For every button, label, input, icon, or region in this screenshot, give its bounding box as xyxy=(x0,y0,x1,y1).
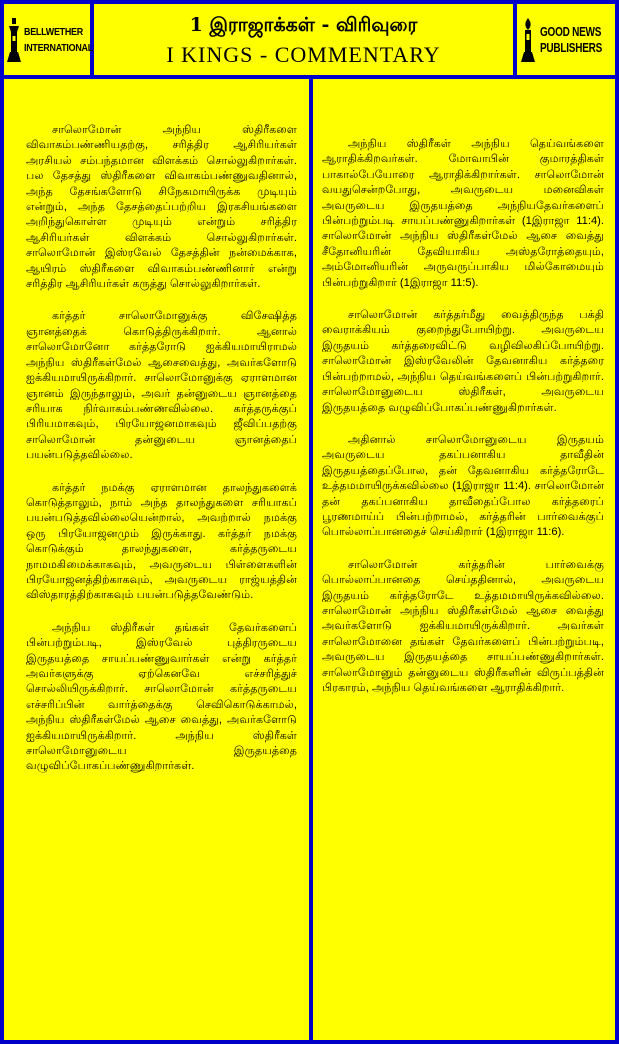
commentary-paragraph xyxy=(322,308,604,416)
commentary-paragraph xyxy=(26,621,297,775)
bellwether-tower-icon xyxy=(7,18,21,62)
logo-right-line1: GOOD NEWS xyxy=(540,24,602,39)
paragraph-text: சாலொமோன் கர்த்தரின் பார்வைக்கு பொல்லாப்பானதை செய்ததினால், அவருடைய இருதயம் கர்த்தரோடே உத்தமமாயிருக்கவில்லை. சாலொமோன் அந்நிய ஸ்திரீகள்மேல் ஆசை வைத்து அவர்களோடு ஐக்கியமாயிருக்கிறார். அவர்கள் சாலொமோனை தங்கள் தேவர்களைப் பின்பற்றும்படி, அவருடைய இருதயத்தை சாயப்பண்ணுகிறார்கள். சாலொமோனும் தன்னுடைய ஸ்திரீகளின் விருப்பத்தின் பிரகாரம், அந்நிய தெய்வங்களை ஆராதிக்கிறார். xyxy=(322,558,604,694)
flame-tower-icon xyxy=(520,18,536,62)
commentary-paragraph xyxy=(26,481,297,604)
paragraph-text: கர்த்தர் நமக்கு ஏராளமான தாலந்துகளைக் கொடுத்தாலும், நாம் அந்த தாலந்துகளை சரியாகப் பயன்படுத்தவில்லையென்றால், அவற்றால் நமக்கு ஒரு பிரயோஜனமும் இருக்காது. கர்த்தர் நமக்கு கொடுக்கும் தாலந்துகளை, கர்த்தருடைய நாமமகிமைக்காகவும், அவருடைய பிள்ளைகளின் பிரயோஜனத்திற்காகவும், அவருடைய ராஜ்யத்தின் விஸ்தாரத்திற்காகவும் பயன்படுத்தவேண்டும். xyxy=(26,481,297,602)
page-title-tamil: 1 இராஜாக்கள் - விரிவுரை xyxy=(189,14,418,36)
paragraph-text: அந்நிய ஸ்திரீகள் அந்நிய தெய்வங்களை ஆராதிக்கிறவர்கள். மோவாபின் குமாரத்திகள் பாகால்பேயோரை ஆராதிக்கிறார்கள். சாலொமோன் வயதுசென்றபோது, அவருடைய மனைவிகள் அவருடைய இருதயத்தை அந்நியதேவர்களைப் பின்பற்றும்படி சாயப்பண்ணுகிறார்கள் (1இராஜா 11:4). சாலொமோன் அந்நிய ஸ்திரீகள்மேல் ஆசை வைத்து சீதோனியரின் தேவியாகிய அஸ்தரோத்தையும், அம்மோனியரின் அருவருப்பாகிய மில்கோமையும் பின்பற்றுகிறார் (1இராஜா 11:5). xyxy=(322,138,604,289)
paragraph-text: அந்நிய ஸ்திரீகள் தங்கள் தேவர்களைப் பின்பற்றும்படி, இஸ்ரவேல் புத்திரருடைய இருதயத்தை சாயப்பண்ணுவார்கள் என்று கர்த்தர் அவர்களுக்கு ஏற்கெனவே எச்சரித்துச் சொல்லியிருக்கிறார். சாலொமோன் கர்த்தருடைய எச்சரிப்பின் வார்த்தைக்கு செவிகொடுக்காமல், அந்நிய ஸ்திரீகள்மேல் ஆசை வைத்து, அவர்களோடு ஐக்கியமாயிருக்கிறார். அந்நிய ஸ்திரீகள் சாலொமோனுடைய இருதயத்தை வழுவிப்போகப்பண்ணுகிறார்கள். xyxy=(26,621,297,773)
paragraph-text: சாலொமோன் கர்த்தர்மீது வைத்திருந்த பக்தி வைராக்கியம் குறைந்துபோயிற்று. அவருடைய இருதயம் கர்த்தரைவிட்டு வழிவிலகிப்போயிற்று. சாலொமோன் இஸ்ரவேலின் தேவனாகிய கர்த்தரை பின்பற்றாமல், அந்நிய தெய்வங்களைப் பின்பற்றுகிறார். சாலொமோனுடைய ஸ்திரீகள், அவருடைய இருதயத்தை வழுவிப்போகப்பண்ணுகிறார்கள். xyxy=(322,309,604,414)
paragraph-text: அதினால் சாலொமோனுடைய இருதயம் அவருடைய தகப்பனாகிய தாவீதின் இருதயத்தைப்போல, தன் தேவனாகிய கர்த்தரோடே உத்தமமாயிருக்கவில்லை (1இராஜா 11:4). சாலொமோன் தன் தகப்பனாகிய தாவீதைப்போல கர்த்தரைப் பூரணமாய்ப் பின்பற்றாமல், கர்த்தரின் பார்வைக்குப் பொல்லாப்பானதைச் செய்கிறார் (1இராஜா 11:6). xyxy=(322,433,604,539)
logo-left-line1: BELLWETHER xyxy=(24,25,83,38)
logo-right-line2: PUBLISHERS xyxy=(540,40,603,55)
left-column xyxy=(4,79,309,1040)
commentary-paragraph xyxy=(26,123,297,292)
paragraph-text: சாலொமோன் அந்நிய ஸ்திரீகளை விவாகம்பண்ணியதற்கு, சரித்திர ஆசிரியர்கள் அரசியல் சம்பந்தமான விளக்கம் சொல்லுகிறார்கள். பல தேசத்து ஸ்திரீகளை விவாகம்பண்ணுவதினால், அந்த தேசங்களோடு சிநேகமாயிருக்க முடியும் என்றும், அந்த தேசத்தைப்பற்றிய இரகசியங்களை அறிந்துகொள்ள முடியும் என்றும் சரித்திர ஆசிரியர்கள் விளக்கம் சொல்லுகிறார்கள். சாலொமோன் இஸ்ரவேல் தேசத்தின் நன்மைக்காக, ஆயிரம் ஸ்திரீகளை விவாகம்பண்ணினார் என்று சரித்திர ஆசிரியர்கள் கருத்து சொல்லுகிறார்கள். xyxy=(26,124,297,291)
commentary-paragraph xyxy=(322,558,604,697)
right-column xyxy=(313,79,615,1040)
commentary-paragraph xyxy=(322,433,604,541)
paragraph-text: கர்த்தர் சாலொமோனுக்கு விசேஷித்த ஞானத்தைக் கொடுத்திருக்கிறார். ஆனால் சாலொமோனோ கர்த்தரோடு ஐக்கியமாயிராமல் அந்நிய ஸ்திரீகள்மேல் ஆசைவைத்து, அவர்களோடு ஐக்கியமாயிருக்கிறார். சாலொமோனுக்கு ஏராளமான ஞானம் இருந்தாலும், அவர் தன்னுடைய ஞானத்தை சரியாக நிர்வாகம்பண்ணவில்லை. கர்த்தருக்குப் பிரியமாகவும், பிரயோஜனமாகவும் ஜீவிப்பதற்கு சாலொமோன் தன்னுடைய ஞானத்தைப் பயன்படுத்தவில்லை. xyxy=(26,310,297,462)
commentary-paragraph xyxy=(322,137,604,291)
bellwether-logo xyxy=(4,4,93,75)
logo-left-line2: INTERNATIONAL xyxy=(24,41,93,54)
page-title-english: I KINGS - COMMENTARY xyxy=(166,42,441,67)
header xyxy=(94,4,513,75)
good-news-logo xyxy=(517,4,615,75)
commentary-paragraph xyxy=(26,309,297,463)
